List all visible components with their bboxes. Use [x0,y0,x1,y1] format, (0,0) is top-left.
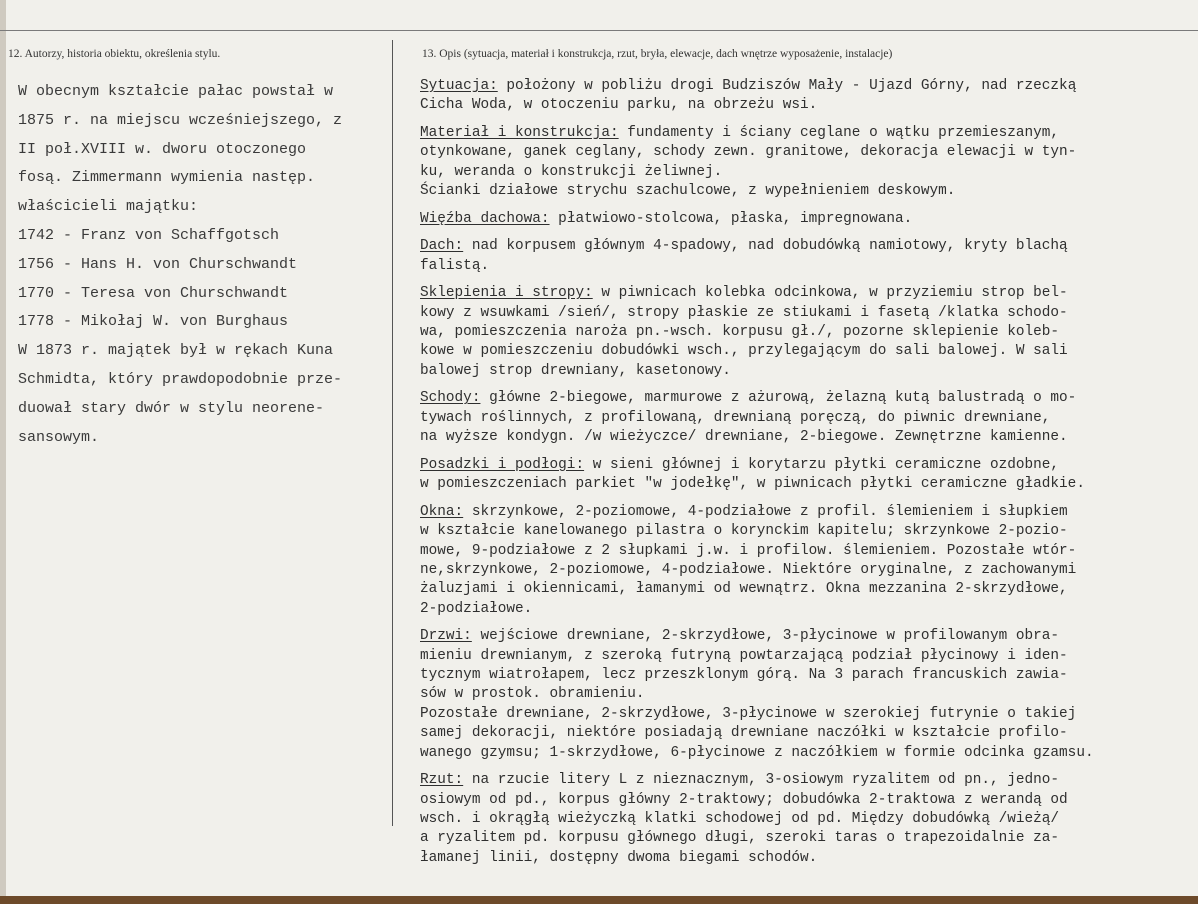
section-line: łamanej linii, dostępny dwoma biegami schodów. [420,849,818,866]
section-heading: Rzut: [420,772,464,789]
section-text: fundamenty i ściany ceglane o wątku przemieszanym, [618,124,1060,141]
description-section [420,124,1192,202]
section-text: na rzucie litery L z nieznacznym, 3-osiowym ryzalitem od pn., jedno- [463,772,1060,789]
section-line: ne,skrzynkowe, 2-poziomowe, 4-podziałowe. Niektóre oryginalne, z zachowanymi [420,561,1077,578]
section-text: położony w pobliżu drogi Budziszów Mały - Ujazd Górny, nad rzeczką [497,78,1077,94]
history-text [18,78,388,452]
section-heading: Materiał i konstrukcja: [420,124,619,141]
section-first-line [420,210,1192,229]
section-heading: Sklepienia i stropy: [420,285,593,302]
section-line: otynkowane, ganek ceglany, schody zewn. granitowe, dekoracja elewacji w tyn- [420,144,1077,161]
section-heading: Drzwi: [420,628,472,645]
history-line: duował stary dwór w stylu neorene- [18,399,325,417]
history-line: 1742 - Franz von Schaffgotsch [18,226,280,244]
history-line: właścicieli majątku: [18,198,199,216]
history-line: W 1873 r. majątek był w rękach Kuna [18,342,334,360]
section-line: osiowym od pd., korpus główny 2-traktowy; dobudówka 2-traktowa z werandą od [420,791,1068,808]
description-section [420,627,1192,763]
description-section [420,77,1192,116]
section-heading: Schody: [420,390,481,407]
section-heading: Sytuacja: [420,78,498,94]
section-line: Pozostałe drewniane, 2-skrzydłowe, 3-płycinowe w szerokiej futrynie o takiej [420,705,1077,722]
section-heading: Okna: [420,503,464,520]
section-first-line [420,771,1192,790]
section-line: balowej strop drewniany, kasetonowy. [420,362,731,379]
section-line: tycznym wiatrołapem, lecz przeszklonym górą. Na 3 parach francuskich zawia- [420,667,1068,684]
section-line: Ścianki działowe strychu szachulcowe, z wypełnieniem deskowym. [420,183,956,200]
description-section [420,210,1192,229]
history-line: sansowym. [18,428,100,446]
left-column-header: 12. Autorzy, historia obiektu, określenia stylu. [8,48,221,60]
section-text: wejściowe drewniane, 2-skrzydłowe, 3-płycinowe w profilowanym obra- [471,628,1060,645]
section-heading: Posadzki i podłogi: [420,456,585,473]
section-first-line [420,503,1192,522]
section-text: w sieni głównej i korytarzu płytki ceramiczne ozdobne, [584,456,1060,473]
section-heading: Więźba dachowa: [420,210,550,227]
section-line: w pomieszczeniach parkiet "w jodełkę", w piwnicach płytki ceramiczne gładkie. [420,476,1085,493]
history-line: 1778 - Mikołaj W. von Burghaus [18,313,289,331]
section-heading: Dach: [420,238,464,255]
section-line: 2-podziałowe. [420,600,533,617]
section-line: wa, pomieszczenia naroża pn.-wsch. korpusu gł./, pozorne sklepienie koleb- [420,324,1060,341]
sheet-left-edge [0,0,6,904]
history-line: 1770 - Teresa von Churschwandt [18,284,289,302]
top-rule [0,30,1198,31]
description-section [420,456,1192,495]
description-section [420,503,1192,619]
section-first-line [420,77,1192,96]
section-text: płatwiowo-stolcowa, płaska, impregnowana. [549,210,913,227]
section-line: mieniu drewnianym, z szeroką futryną powtarzającą podział płycinowy i iden- [420,647,1068,664]
history-line: W obecnym kształcie pałac powstał w [18,83,334,100]
section-line: ku, weranda o konstrukcji żeliwnej. [420,163,723,180]
description-section [420,771,1192,868]
section-line: samej dekoracji, niektóre posiadają drewniane naczółki w kształcie profilo- [420,725,1068,742]
column-divider [392,40,393,826]
section-line: falistą. [420,257,490,274]
section-line: na wyższe kondygn. /w wieżyczce/ drewniane, 2-biegowe. Zewnętrzne kamienne. [420,429,1068,446]
section-first-line [420,284,1192,303]
history-line: Schmidta, który prawdopodobnie prze- [18,370,343,388]
section-line: w kształcie kanelowanego pilastra o korynckim kapitelu; skrzynkowe 2-pozio- [420,523,1068,540]
description-section [420,237,1192,276]
section-first-line [420,627,1192,646]
section-first-line [420,124,1192,143]
description-text [420,77,1192,876]
history-line: fosą. Zimmermann wymienia następ. [18,169,316,187]
section-line: wsch. i okrągłą wieżyczką klatki schodowej od pd. Między dobudówką /wieżą/ [420,810,1060,827]
section-first-line [420,237,1192,256]
description-section [420,389,1192,447]
section-text: główne 2-biegowe, marmurowe z ażurową, żelazną kutą balustradą o mo- [480,390,1077,407]
section-line: wanego gzymsu; 1-skrzydłowe, 6-płycinowe z naczółkiem w formie odcinka gzamsu. [420,744,1094,761]
history-line: 1875 r. na miejscu wcześniejszego, z [18,111,343,129]
section-line: sów w prostok. obramieniu. [420,686,645,703]
section-first-line [420,456,1192,475]
description-section [420,284,1192,381]
section-line: tywach roślinnych, z profilowaną, drewnianą poręczą, do piwnic drewniane, [420,409,1051,426]
sheet-bottom-edge [0,896,1198,904]
section-line: a ryzalitem pd. korpusu głównego długi, szeroki taras o trapezoidalnie za- [420,830,1060,847]
section-line: żaluzjami i okiennicami, łamanymi od wewnątrz. Okna mezzanina 2-skrzydłowe, [420,581,1068,598]
section-line: Cicha Woda, w otoczeniu parku, na obrzeżu wsi. [420,97,818,114]
section-line: kowe w pomieszczeniu dobudówki wsch., przylegającym do sali balowej. W sali [420,343,1068,360]
section-first-line [420,389,1192,408]
right-column-header: 13. Opis (sytuacja, materiał i konstrukcja, rzut, bryła, elewacje, dach wnętrze wyposażenie, instalacje) [422,48,893,60]
history-line: 1756 - Hans H. von Churschwandt [18,255,298,273]
section-text: w piwnicach kolebka odcinkowa, w przyziemiu strop bel- [592,285,1068,302]
section-line: kowy z wsuwkami /sień/, stropy płaskie ze stiukami i fasetą /klatka schodo- [420,304,1068,321]
section-line: mowe, 9-podziałowe z 2 słupkami j.w. i profilow. ślemieniem. Pozostałe wtór- [420,542,1077,559]
history-line: II poł.XVIII w. dworu otoczonego [18,140,307,158]
section-text: nad korpusem głównym 4-spadowy, nad dobudówką namiotowy, kryty blachą [463,238,1068,255]
section-text: skrzynkowe, 2-poziomowe, 4-podziałowe z profil. ślemieniem i słupkiem [463,503,1068,520]
